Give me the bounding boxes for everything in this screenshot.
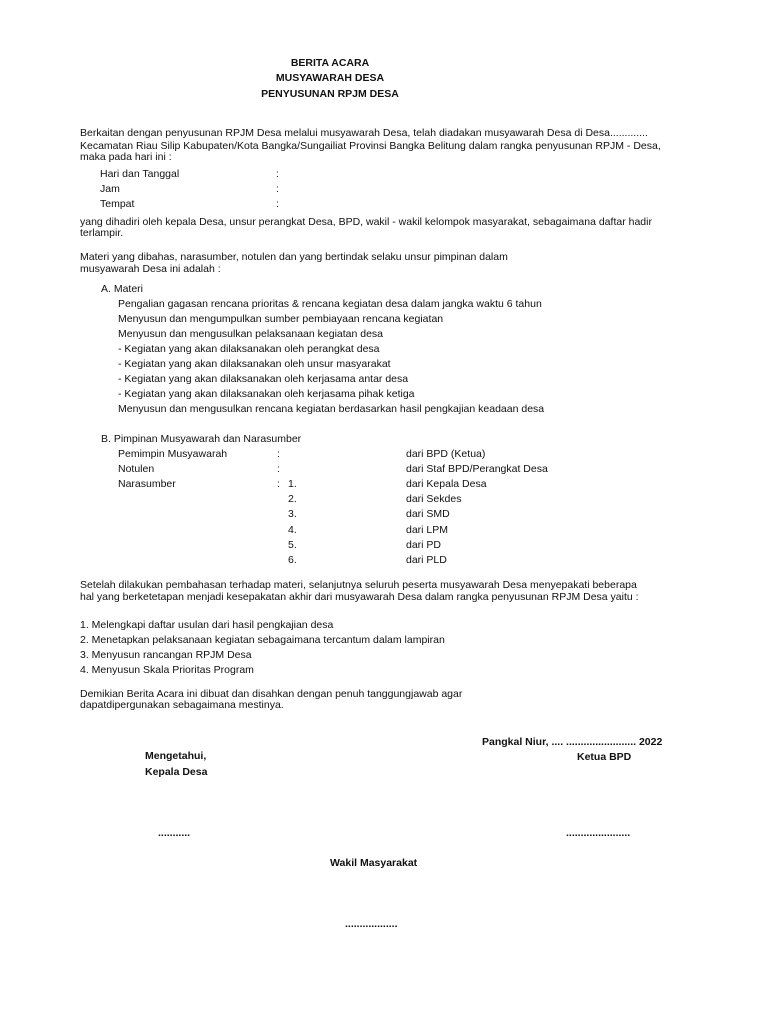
right-signer-title: Ketua BPD — [577, 751, 632, 763]
role-label: Notulen — [118, 463, 155, 475]
intro-line-2: Kecamatan Riau Silip Kabupaten/Kota Bangka/Sungailiat Provinsi Bangka Belitung dalam rangka penyusunan RPJM - Desa, — [80, 140, 661, 152]
role-colon: : — [277, 463, 280, 475]
role-colon: : — [277, 448, 280, 460]
role-number: 1. — [288, 478, 297, 490]
middle-signer-title: Wakil Masyarakat — [330, 857, 418, 869]
role-number: 6. — [288, 554, 297, 566]
schedule-colon-time: : — [276, 183, 279, 195]
agreement-line-2: hal yang berketetapan menjadi kesepakatan akhir dari musyawarah Desa dalam rangka penyusunan RPJM Desa yaitu : — [80, 591, 639, 603]
materi-intro-line-1: Materi yang dibahas, narasumber, notulen dan yang bertindak selaku unsur pimpinan dalam — [80, 251, 508, 263]
closing-line-1: Demikian Berita Acara ini dibuat dan disahkan dengan penuh tanggungjawab agar — [80, 688, 463, 700]
role-from: dari BPD (Ketua) — [406, 448, 486, 460]
right-signature-dots: ...................... — [566, 827, 631, 839]
schedule-label-place: Tempat — [100, 198, 135, 210]
title-line-3: PENYUSUNAN RPJM DESA — [261, 88, 399, 100]
place-date: Pangkal Niur, .... ........................ 2022 — [482, 736, 663, 748]
role-colon: : — [277, 478, 280, 490]
decision-item: 3. Menyusun rancangan RPJM Desa — [80, 649, 252, 661]
materi-item: Pengalian gagasan rencana prioritas & rencana kegiatan desa dalam jangka waktu 6 tahun — [118, 298, 542, 310]
decision-item: 4. Menyusun Skala Prioritas Program — [80, 664, 254, 676]
materi-item: Menyusun dan mengusulkan rencana kegiatan berdasarkan hasil pengkajian keadaan desa — [118, 403, 545, 415]
left-signer-title-1: Mengetahui, — [145, 750, 207, 762]
decision-item: 2. Menetapkan pelaksanaan kegiatan sebagaimana tercantum dalam lampiran — [80, 634, 445, 646]
role-number: 5. — [288, 539, 297, 551]
materi-item: - Kegiatan yang akan dilaksanakan oleh perangkat desa — [118, 343, 380, 355]
title-line-2: MUSYAWARAH DESA — [275, 72, 385, 84]
role-from: dari Kepala Desa — [406, 478, 487, 490]
section-b-heading: B. Pimpinan Musyawarah dan Narasumber — [101, 433, 302, 445]
left-signature-dots: ........... — [158, 827, 191, 839]
materi-item: - Kegiatan yang akan dilaksanakan oleh kerjasama pihak ketiga — [118, 388, 415, 400]
title-line-1: BERITA ACARA — [290, 57, 370, 69]
materi-item: Menyusun dan mengumpulkan sumber pembiayaan rencana kegiatan — [118, 313, 444, 325]
role-from: dari Staf BPD/Perangkat Desa — [406, 463, 548, 475]
intro-line-1: Berkaitan dengan penyusunan RPJM Desa melalui musyawarah Desa, telah diadakan musyawarah Desa di Desa............. — [80, 127, 648, 139]
attendance-line-2: terlampir. — [80, 227, 124, 239]
role-from: dari PD — [406, 539, 442, 551]
schedule-label-date: Hari dan Tanggal — [100, 168, 180, 180]
role-label: Narasumber — [118, 478, 176, 490]
left-signer-title-2: Kepala Desa — [145, 766, 208, 778]
closing-line-2: dapatdipergunakan sebagaimana mestinya. — [80, 699, 284, 711]
materi-intro-line-2: musyawarah Desa ini adalah : — [80, 263, 221, 275]
role-from: dari Sekdes — [406, 493, 462, 505]
decision-item: 1. Melengkapi daftar usulan dari hasil pengkajian desa — [80, 619, 334, 631]
intro-line-3: maka pada hari ini : — [80, 151, 172, 163]
role-number: 2. — [288, 493, 297, 505]
schedule-colon-place: : — [276, 198, 279, 210]
section-a-heading: A. Materi — [101, 283, 144, 295]
materi-item: Menyusun dan mengusulkan pelaksanaan kegiatan desa — [118, 328, 384, 340]
materi-item: - Kegiatan yang akan dilaksanakan oleh kerjasama antar desa — [118, 373, 409, 385]
role-label: Pemimpin Musyawarah — [118, 448, 228, 460]
schedule-label-time: Jam — [100, 183, 120, 195]
role-from: dari LPM — [406, 524, 449, 536]
role-number: 4. — [288, 524, 297, 536]
role-from: dari PLD — [406, 554, 447, 566]
role-number: 3. — [288, 508, 297, 520]
schedule-colon-date: : — [276, 168, 279, 180]
materi-item: - Kegiatan yang akan dilaksanakan oleh unsur masyarakat — [118, 358, 391, 370]
role-from: dari SMD — [406, 508, 450, 520]
attendance-line-1: yang dihadiri oleh kepala Desa, unsur perangkat Desa, BPD, wakil - wakil kelompok masyarakat, sebagaimana daftar hadir — [80, 216, 652, 228]
agreement-line-1: Setelah dilakukan pembahasan terhadap materi, selanjutnya seluruh peserta musyawarah Desa menyepakati beberapa — [80, 579, 637, 591]
middle-signature-dots: .................. — [345, 918, 398, 930]
